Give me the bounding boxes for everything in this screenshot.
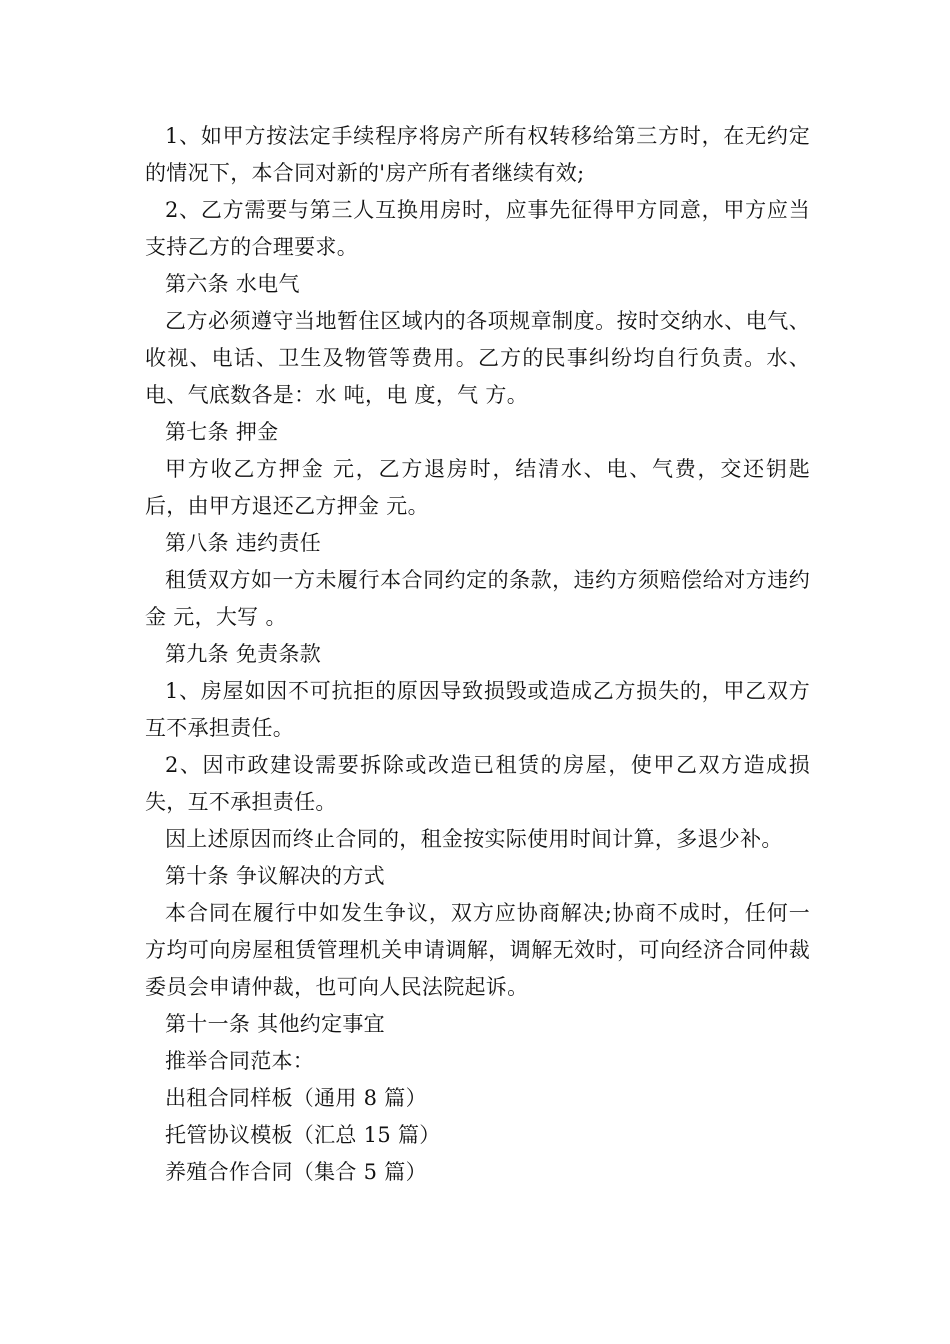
article-10-heading: 第十条 争议解决的方式 <box>165 864 385 888</box>
article-9-item-1: 1、房屋如因不可抗拒的原因导致损毁或造成乙方损失的，甲乙双方互不承担责任。 <box>145 679 810 740</box>
article-9-heading: 第九条 免责条款 <box>165 642 322 666</box>
article-11-heading: 第十一条 其他约定事宜 <box>165 1012 385 1036</box>
article-9-note: 因上述原因而终止合同的，租金按实际使用时间计算，多退少补。 <box>165 827 783 851</box>
article-9-item-2: 2、因市政建设需要拆除或改造已租赁的房屋，使甲乙双方造成损失，互不承担责任。 <box>145 753 810 814</box>
article-8-body: 租赁双方如一方未履行本合同约定的条款，违约方须赔偿给对方违约金 元，大写 。 <box>145 568 810 629</box>
article-6-heading: 第六条 水电气 <box>165 272 300 296</box>
recommended-templates-label: 推举合同范本： <box>165 1049 315 1073</box>
article-7-heading: 第七条 押金 <box>165 420 279 444</box>
template-link-rental: 出租合同样板（通用 8 篇） <box>165 1086 427 1110</box>
paragraph-exchange-clause: 2、乙方需要与第三人互换用房时，应事先征得甲方同意，甲方应当支持乙方的合理要求。 <box>145 198 810 259</box>
template-link-custody: 托管协议模板（汇总 15 篇） <box>165 1123 441 1147</box>
template-link-breeding: 养殖合作合同（集合 5 篇） <box>165 1160 427 1184</box>
document-body <box>145 118 810 1191</box>
article-7-body: 甲方收乙方押金 元，乙方退房时，结清水、电、气费，交还钥匙后，由甲方退还乙方押金 元。 <box>145 457 810 518</box>
article-8-heading: 第八条 违约责任 <box>165 531 322 555</box>
paragraph-transfer-clause: 1、如甲方按法定手续程序将房产所有权转移给第三方时，在无约定的情况下，本合同对新的'房产所有者继续有效; <box>145 124 810 185</box>
article-6-body: 乙方必须遵守当地暂住区域内的各项规章制度。按时交纳水、电气、收视、电话、卫生及物管等费用。乙方的民事纠纷均自行负责。水、电、气底数各是：水 吨，电 度，气 方。 <box>145 309 810 407</box>
article-10-body: 本合同在履行中如发生争议，双方应协商解决;协商不成时，任何一方均可向房屋租赁管理机关申请调解，调解无效时，可向经济合同仲裁委员会申请仲裁，也可向人民法院起诉。 <box>145 901 810 999</box>
